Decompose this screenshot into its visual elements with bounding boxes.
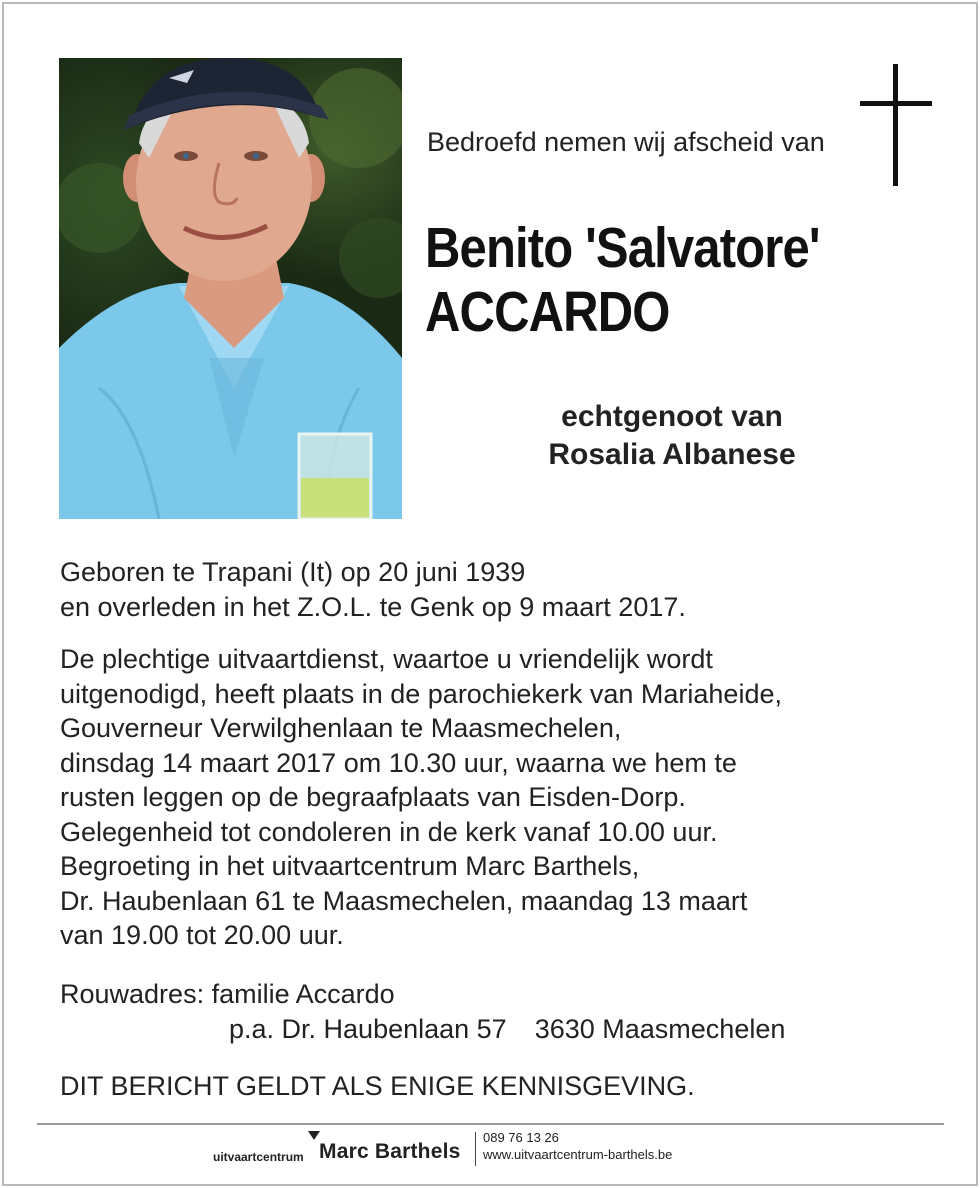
text-line: Begroeting in het uitvaartcentrum Marc Barthels, — [60, 851, 640, 881]
logo-separator — [475, 1132, 476, 1166]
text-line: De plechtige uitvaartdienst, waartoe u vriendelijk wordt — [60, 644, 713, 674]
mourning-address — [60, 977, 940, 1046]
website-link[interactable]: www.uitvaartcentrum-barthels.be — [483, 1147, 673, 1162]
text-line: dinsdag 14 maart 2017 om 10.30 uur, waarna we hem te — [60, 747, 737, 778]
name-line-2: ACCARDO — [425, 280, 670, 344]
address-line — [60, 1012, 940, 1047]
text-line: Gouverneur Verwilghenlaan te Maasmechelen, — [60, 713, 622, 743]
text-line: en overleden in het Z.O.L. te Genk op 9 maart 2017. — [60, 591, 686, 622]
address-city: 3630 Maasmechelen — [534, 1013, 786, 1044]
divider — [37, 1123, 944, 1125]
contact-info — [483, 1129, 672, 1163]
text-line: Gelegenheid tot condoleren in de kerk vanaf 10.00 uur. — [60, 816, 718, 847]
portrait-photo — [59, 58, 402, 519]
deceased-name — [425, 216, 872, 344]
footer — [0, 1128, 980, 1178]
text-line: rusten leggen op de begraafplaats van Eisden-Dorp. — [60, 782, 686, 812]
text-line: Dr. Haubenlaan 61 te Maasmechelen, maandag 13 maart — [60, 885, 748, 916]
spouse-info — [412, 398, 932, 474]
notice-text: DIT BERICHT GELDT ALS ENIGE KENNISGEVING. — [60, 1071, 695, 1101]
address-street: p.a. Dr. Haubenlaan 57 — [229, 1013, 507, 1044]
logo-subtitle: uitvaartcentrum — [213, 1150, 304, 1164]
intro-text: Bedroefd nemen wij afscheid van — [427, 127, 825, 157]
birth-death-info — [60, 555, 940, 624]
triangle-icon — [308, 1131, 320, 1140]
logo-title: Marc Barthels — [319, 1140, 461, 1163]
text-line: van 19.00 tot 20.00 uur. — [60, 920, 344, 950]
spouse-name: Rosalia Albanese — [548, 438, 796, 471]
funeral-service-info — [60, 642, 940, 953]
text-line: Geboren te Trapani (It) op 20 juni 1939 — [60, 557, 526, 587]
text-line: uitgenodigd, heeft plaats in de parochiekerk van Mariaheide, — [60, 678, 782, 709]
name-line-1: Benito 'Salvatore' — [425, 216, 820, 280]
spouse-label: echtgenoot van — [561, 400, 783, 433]
address-label: Rouwadres: familie Accardo — [60, 979, 395, 1009]
phone-number: 089 76 13 26 — [483, 1130, 559, 1145]
cross-icon — [860, 64, 932, 186]
